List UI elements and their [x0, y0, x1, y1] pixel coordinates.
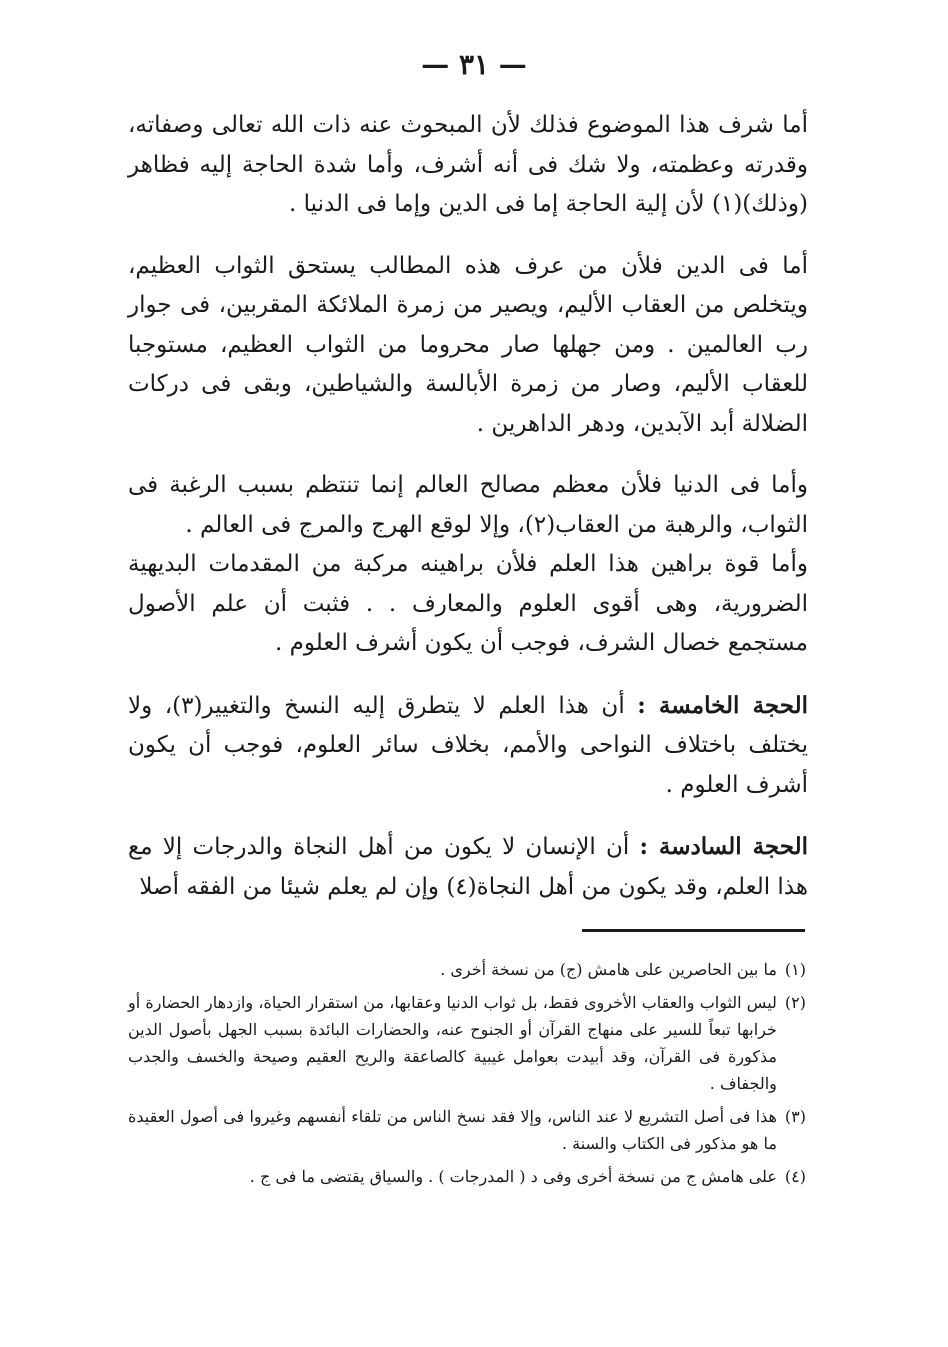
main-text: [128, 106, 808, 929]
argument-six-heading: الحجة السادسة :: [639, 833, 808, 860]
footnote-number: (٤): [784, 1167, 806, 1186]
paragraph-topic-honor: أما شرف هذا الموضوع فذلك لأن المبحوث عنه ذات الله تعالى وصفاته، وقدرته وعظمته، ولا شك فى أنه أشرف، وأما شدة الحاجة إليه فظاهر (وذلك)(١) لأن إلية الحاجة إما فى الدين وإما فى الدنيا .: [128, 112, 808, 217]
footnote-1: [128, 956, 806, 983]
argument-five-heading: الحجة الخامسة :: [637, 691, 808, 719]
argument-five-text: أن هذا العلم لا يتطرق إليه النسخ والتغيير(٣)، ولا يختلف باختلاف النواحى والأمم، بخلاف سائر العلوم، فوجب أن يكون أشرف العلوم .: [128, 692, 808, 798]
footnote-divider: [582, 929, 805, 932]
footnote-text: ليس الثواب والعقاب الأخروى فقط، بل ثواب الدنيا وعقابها، من استقرار الحياة، وازدهار الحضارة أو خرابها تبعاً للسير على منهاج القرآن أو الجنوح عنه، والحضارات البائدة بسبب الجهل بأصول الدين مذكورة فى القرآن، وقد أبيدت بعوامل غيبية كالصاعقة والريح العقيم وصيحة والخسف والجدب والجفاف .: [128, 993, 777, 1093]
paragraph-proof-strength: وأما قوة براهين هذا العلم فلأن براهينه مركبة من المقدمات البديهية الضرورية، وهى أقوى العلوم والمعارف . . فثبت أن علم الأصول مستجمع خصال الشرف، فوجب أن يكون أشرف العلوم .: [128, 551, 808, 656]
footnote-number: (٣): [784, 1107, 806, 1126]
footnotes: [128, 956, 806, 1196]
footnote-text: هذا فى أصل التشريع لا عند الناس، وإلا فقد نسخ الناس من تلقاء أنفسهم وغيروا فى أصول العقيدة ما هو مذكور فى الكتاب والسنة .: [128, 1107, 777, 1153]
argument-six: [128, 827, 808, 907]
footnote-number: (٢): [784, 993, 806, 1012]
page-number: — ٣١ —: [421, 48, 527, 81]
paragraph-religion: أما فى الدين فلأن من عرف هذه المطالب يستحق الثواب العظيم، ويتخلص من العقاب الأليم، ويصير من زمرة الملائكة المقربين، فى جوار رب العالمين . ومن جهلها صار محروما من الثواب العظيم، مستوجبا للعقاب الأليم، وصار من زمرة الأبالسة والشياطين، وبقى فى دركات الضلالة أبد الآبدين، ودهر الداهرين .: [128, 252, 808, 437]
paragraph-worldly: وأما فى الدنيا فلأن معظم مصالح العالم إنما تنتظم بسبب الرغبة فى الثواب، والرهبة من العقاب(٢)، وإلا لوقع الهرج والمرج فى العالم .: [128, 472, 808, 538]
footnote-4: [128, 1163, 806, 1190]
footnote-2: [128, 989, 806, 1097]
argument-five: [128, 686, 808, 806]
footnote-number: (١): [784, 960, 806, 979]
footnote-3: [128, 1103, 806, 1157]
footnote-text: ما بين الحاصرين على هامش (ج) من نسخة أخرى .: [440, 960, 777, 979]
argument-six-text: أن الإنسان لا يكون من أهل النجاة والدرجات إلا مع هذا العلم، وقد يكون من أهل النجاة(٤) وإن لم يعلم شيئا من الفقه أصلا: [128, 834, 808, 900]
footnote-text: على هامش ج من نسخة أخرى وفى د ( المدرجات ) . والسياق يقتضى ما فى ج .: [249, 1167, 777, 1186]
